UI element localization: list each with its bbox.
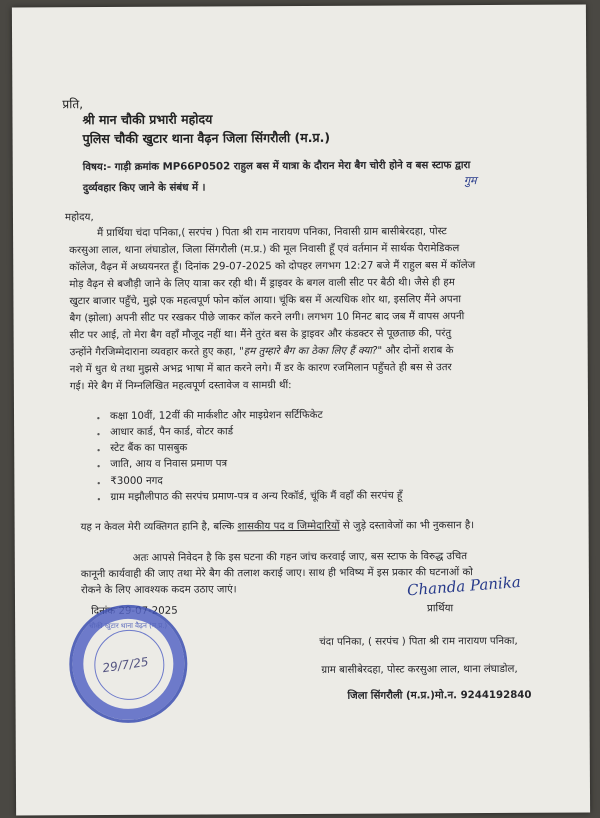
body-line: करसुआ लाल, थाना लंघाडोल, जिला सिंगरौली (म.प्र.) की मूल निवासी हूँ एवं वर्तमान में सार्थक पैरामेडिकल [69, 243, 460, 257]
list-item: ग्राम मझौलीपाठ की सरपंच प्रमाण-पत्र व अन्य रिकॉर्ड, चूंकि मैं वहाँ की सरपंच हूँ [110, 490, 403, 503]
bullet-icon: • [96, 446, 101, 456]
police-stamp [69, 605, 188, 724]
bullet-icon: • [96, 462, 102, 472]
body-line: मैं प्रार्थिया चंदा पनिका,( सरपंच ) पिता श्री राम नारायण पनिका, निवासी ग्राम बासीबेरदहा, पोस्ट [97, 226, 447, 240]
to-label: प्रति, [62, 97, 84, 112]
subject-line-1 [83, 161, 471, 173]
stamp-initials: 29/7/25 [101, 654, 150, 676]
body-line [70, 346, 454, 358]
recipient-line-2: पुलिस चौकी खुटार थाना वैढ़न जिला सिंगरौली (म.प्र.) [82, 129, 331, 147]
loss-text-end: से जुड़े दस्तावेजों का भी नुकसान है। [342, 520, 475, 532]
sender-line: चंदा पनिका, ( सरपंच ) पिता श्री राम नारायण पनिका, [319, 635, 518, 648]
body-line: गई। मेरे बैग में निम्नलिखित महत्वपूर्ण दस्तावेज व सामग्री थीं: [69, 380, 292, 393]
body-line: मोड़ वैढ़न से बजौड़ी जाने के लिए यात्रा कर रही थी। मैं ड्राइवर के बगल वाली सीट पर बैठी थी। जैसे ही हम [69, 277, 455, 291]
salutation: महोदय, [64, 212, 94, 224]
body-line: सीट पर आई, तो मेरा बैग वहाँ मौजूद नहीं था। मैंने तुरंत बस के ड्राइवर और कंडक्टर से पूछताछ की, परंतु [69, 328, 452, 342]
list-item: कक्षा 10वीं, 12वीं की मार्कशीट और माइग्रेशन सर्टिफिकेट [110, 409, 323, 422]
sender-line: ग्राम बासीबेरदहा, पोस्ट करसुआ लाल, थाना लंघाडोल, [321, 663, 518, 676]
body-line: कॉलेज, वैढ़न में अध्ययनरत हूँ। दिनांक 29-07-2025 को दोपहर लगभग 12:27 बजे मैं राहुल बस में कॉलेज [69, 260, 476, 274]
handwritten-signature: Chanda Panika [406, 572, 522, 600]
signatory-label: प्रार्थिया [427, 603, 454, 615]
subject-correction: गुम [463, 174, 477, 188]
list-item: स्टेट बैंक का पासबुक [110, 442, 188, 454]
loss-text-start: यह न केवल मेरी व्यक्तिगत हानि है, बल्कि [80, 521, 235, 534]
driver-quote: "हम तुम्हारे बैग का ठेका लिए हैं क्या?" [239, 345, 383, 358]
request-line: अतः आपसे निवेदन है कि इस घटना की गहन जांच करवाई जाए, बस स्टाफ के विरुद्ध उचित [132, 551, 468, 564]
bullet-icon: • [96, 414, 101, 424]
body-line: नशे में धुत थे तथा मुझसे अभद्र भाषा में बात करने लगे। मैं डर के कारण रजमिलान पहुँचते ही बस से उतर [69, 362, 452, 376]
list-item: ₹3000 नगद [110, 475, 163, 487]
request-line: कानूनी कार्यवाही की जाए तथा मेरे बैग की तलाश कराई जाए। साथ ही भविष्य में इस प्रकार की घटनाओं को [80, 567, 473, 581]
bullet-icon: • [96, 430, 101, 440]
body-line: बैग (झोला) अपनी सीट पर रखकर पीछे जाकर कॉल करने लगी। लगभग 10 मिनट बाद जब मैं वापस अपनी [69, 311, 465, 325]
sender-line: जिला सिंगरौली (म.प्र.)मो.न. 9244192840 [347, 689, 532, 702]
request-line: रोकने के लिए आवश्यक कदम उठाए जाएं। [80, 584, 237, 597]
date-line: दिनांक 29-07-2025 [91, 605, 178, 618]
loss-statement [81, 521, 475, 533]
loss-text-underlined: शासकीय पद व जिम्मेदारियों [237, 520, 340, 533]
subject-line-2: दुर्व्यवहार किए जाने के संबंध में । [82, 182, 206, 195]
stamp-text: चौकी खुटार थाना वैढ़न (म.प्र.) [89, 621, 168, 631]
list-item: जाति, आय व निवास प्रमाण पत्र [110, 458, 228, 470]
bullet-icon: • [96, 479, 102, 489]
body-line-end: और दोनों शराब के [385, 345, 454, 357]
body-line-start: उन्होंने गैरजिम्मेदाराना व्यवहार करते हुए कहा, [69, 346, 236, 359]
subject-text: विषय:- गाड़ी क्रमांक MP66P0502 राहुल बस में यात्रा के दौरान मेरा बैग चोरी होने व बस स्टाफ द्वारा [82, 160, 471, 174]
letter-page [12, 5, 590, 816]
list-item: आधार कार्ड, पैन कार्ड, वोटर कार्ड [110, 426, 234, 438]
body-line: खुटार बाजार पहुँचे, मुझे एक महत्वपूर्ण फोन कॉल आया। चूंकि बस में अत्यधिक शोर था, इसलिए मैंने अपना [69, 294, 462, 308]
recipient-line-1: श्री मान चौकी प्रभारी महोदय [82, 111, 213, 128]
bullet-icon: • [96, 495, 102, 505]
